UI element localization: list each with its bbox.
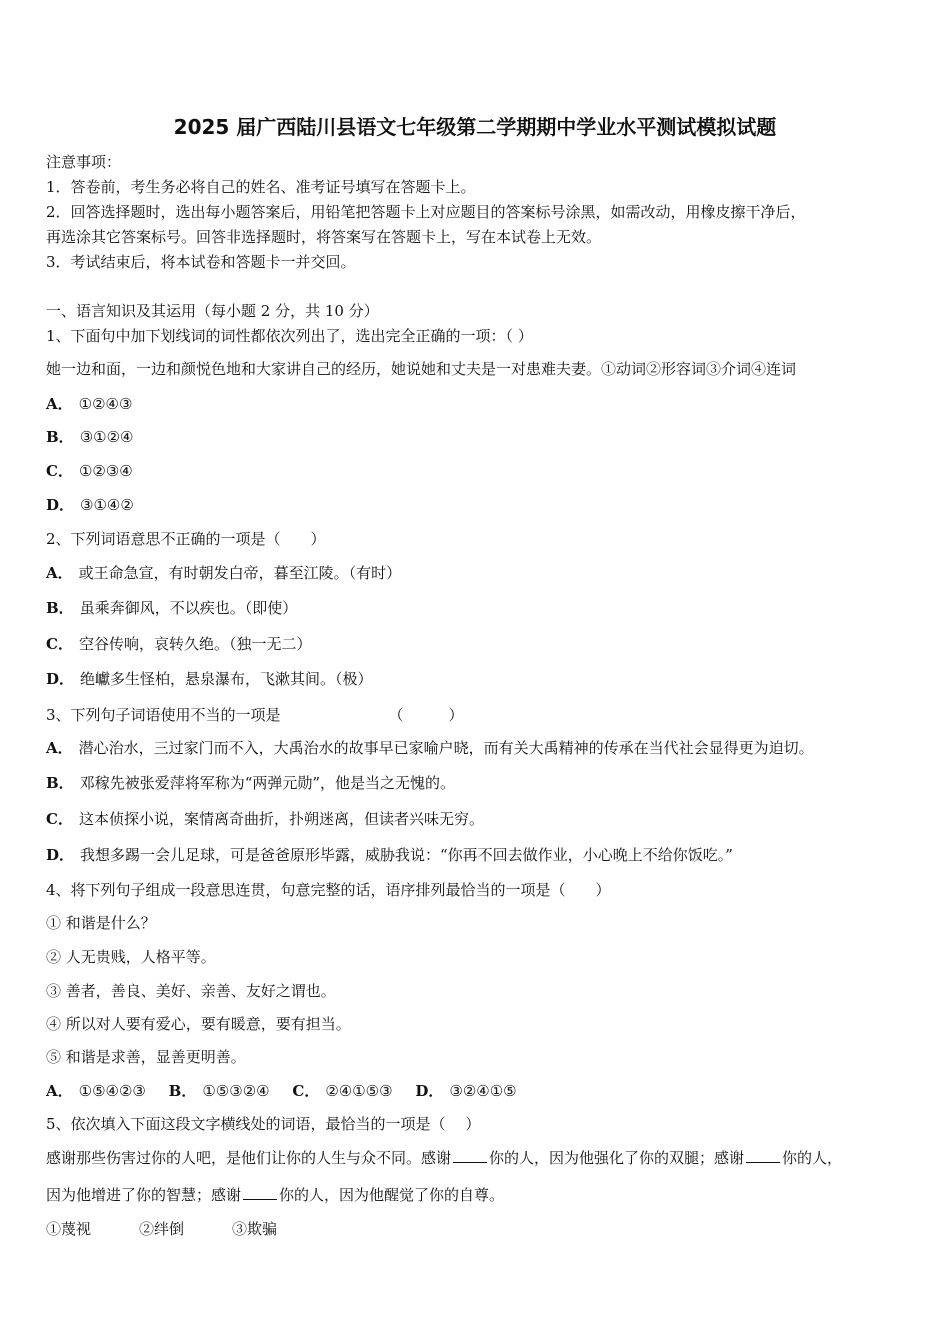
question-4-sentence: ② 人无贵贱，人格平等。 <box>46 948 216 966</box>
option-letter: D． <box>46 670 75 688</box>
text-segment: 你的人， <box>782 1149 843 1167</box>
option-letter: D． <box>46 846 75 864</box>
question-1-option-c[interactable] <box>46 461 133 481</box>
option-text: ②④①⑤③ <box>325 1082 393 1100</box>
question-1-text: 她一边和面，一边和颜悦色地和大家讲自己的经历，她说她和丈夫是一对患难夫妻。①动词②形容词③介词④连词 <box>46 360 797 378</box>
section-heading: 一、语言知识及其运用（每小题 2 分，共 10 分） <box>46 302 379 320</box>
notice-item: 再选涂其它答案标号。回答非选择题时，将答案写在答题卡上，写在本试卷上无效。 <box>46 228 602 246</box>
notice-item: 1．答卷前，考生务必将自己的姓名、准考证号填写在答题卡上。 <box>46 178 476 196</box>
question-4-sentence: ⑤ 和谐是求善，显善更明善。 <box>46 1048 246 1066</box>
question-4-option-c[interactable] <box>292 1082 392 1100</box>
question-2-option-c[interactable] <box>46 634 311 654</box>
question-4-stem: 4、将下列句子组成一段意思连贯，句意完整的话，语序排列最恰当的一项是（ ） <box>46 881 611 899</box>
question-4-sentence: ① 和谐是什么？ <box>46 914 156 932</box>
question-3-option-d[interactable] <box>46 845 733 865</box>
option-letter: A． <box>46 739 73 757</box>
question-4-options <box>46 1081 535 1101</box>
notice-heading: 注意事项： <box>46 153 122 171</box>
question-3-option-a[interactable] <box>46 738 814 758</box>
word-choice: ①蔑视 <box>46 1220 92 1238</box>
question-5-words <box>46 1219 277 1239</box>
question-2-stem: 2、下列词语意思不正确的一项是（ ） <box>46 530 326 548</box>
question-4-sentence: ④ 所以对人要有爱心，要有暖意，要有担当。 <box>46 1015 351 1033</box>
option-letter: A． <box>46 564 73 582</box>
question-4-option-b[interactable] <box>169 1082 270 1100</box>
option-text: 潜心治水，三过家门而不入，大禹治水的故事早已家喻户晓，而有关大禹精神的传承在当代社会显得更为迫切。 <box>78 739 814 757</box>
question-3-stem-text: 3、下列句子词语使用不当的一项是 <box>46 706 281 724</box>
question-4-sentence: ③ 善者，善良、美好、亲善、友好之谓也。 <box>46 982 336 1000</box>
option-text: ①⑤③②④ <box>202 1082 270 1100</box>
page-title: 2025 届广西陆川县语文七年级第二学期期中学业水平测试模拟试题 <box>173 115 777 139</box>
option-text: ③①④② <box>80 496 134 514</box>
option-text: 虽乘奔御风，不以疾也。（即使） <box>79 599 298 617</box>
question-1-stem: 1、下面句中加下划线词的词性都依次列出了，选出完全正确的一项：（ ） <box>46 327 533 345</box>
question-3-option-b[interactable] <box>46 773 455 793</box>
option-letter: A． <box>46 1082 73 1100</box>
question-5-text-line-2 <box>46 1185 504 1205</box>
notice-item: 2．回答选择题时，选出每小题答案后，用铅笔把答题卡上对应题目的答案标号涂黑，如需改动，用橡皮擦干净后， <box>46 203 806 221</box>
option-letter: D． <box>46 496 75 514</box>
option-text: 或王命急宣，有时朝发白帝，暮至江陵。（有时） <box>78 564 402 582</box>
option-letter: D． <box>415 1082 444 1100</box>
notice-item: 3．考试结束后，将本试卷和答题卡一并交回。 <box>46 253 356 271</box>
question-5-text-line-1 <box>46 1148 842 1168</box>
blank-line[interactable] <box>243 1185 277 1200</box>
question-3-stem <box>46 705 464 725</box>
word-choice: ②绊倒 <box>139 1220 185 1238</box>
option-letter: B． <box>46 428 74 446</box>
option-text: ①②④③ <box>78 395 133 413</box>
option-letter: B． <box>168 1082 197 1100</box>
question-5-stem: 5、依次填入下面这段文字横线处的词语，最恰当的一项是（ ） <box>46 1115 481 1133</box>
option-text: ③①②④ <box>79 428 134 446</box>
option-letter: C． <box>46 462 73 480</box>
option-letter: C． <box>46 810 73 828</box>
question-1-option-d[interactable] <box>46 495 134 515</box>
text-segment: 因为他增进了你的智慧；感谢 <box>46 1186 242 1204</box>
option-letter: C． <box>46 635 73 653</box>
option-text: 邓稼先被张爱萍将军称为“两弹元勋”，他是当之无愧的。 <box>79 774 456 792</box>
question-1-option-b[interactable] <box>46 427 133 447</box>
blank-line[interactable] <box>746 1148 780 1163</box>
question-1-option-a[interactable] <box>46 394 132 414</box>
option-letter: C． <box>292 1082 320 1100</box>
option-text: 绝巘多生怪柏，悬泉瀑布，飞漱其间。（极） <box>80 670 373 688</box>
question-3-option-c[interactable] <box>46 809 484 829</box>
question-2-option-d[interactable] <box>46 669 373 689</box>
question-4-option-a[interactable] <box>46 1082 146 1100</box>
question-2-option-a[interactable] <box>46 563 401 583</box>
option-text: 这本侦探小说，案情离奇曲折，扑朔迷离，但读者兴味无穷。 <box>78 810 484 828</box>
question-2-option-b[interactable] <box>46 598 297 618</box>
word-choice: ③欺骗 <box>232 1220 278 1238</box>
option-letter: B． <box>46 599 74 617</box>
text-segment: 你的人，因为他强化了你的双腿；感谢 <box>489 1149 745 1167</box>
blank-line[interactable] <box>453 1148 487 1163</box>
option-text: 我想多踢一会儿足球，可是爸爸原形毕露，威胁我说：“你再不回去做作业，小心晚上不给你饭吃。” <box>80 846 733 864</box>
option-text: ①⑤④②③ <box>78 1082 146 1100</box>
option-text: 空谷传响，哀转久绝。（独一无二） <box>78 635 312 653</box>
text-segment: 感谢那些伤害过你的人吧，是他们让你的人生与众不同。感谢 <box>46 1149 452 1167</box>
option-text: ①②③④ <box>78 462 133 480</box>
question-4-option-d[interactable] <box>415 1082 516 1100</box>
option-text: ③②④①⑤ <box>449 1082 517 1100</box>
option-letter: B． <box>46 774 74 792</box>
option-letter: A． <box>46 395 73 413</box>
text-segment: 你的人，因为他醒觉了你的自尊。 <box>279 1186 505 1204</box>
answer-paren: （ ） <box>388 706 464 724</box>
